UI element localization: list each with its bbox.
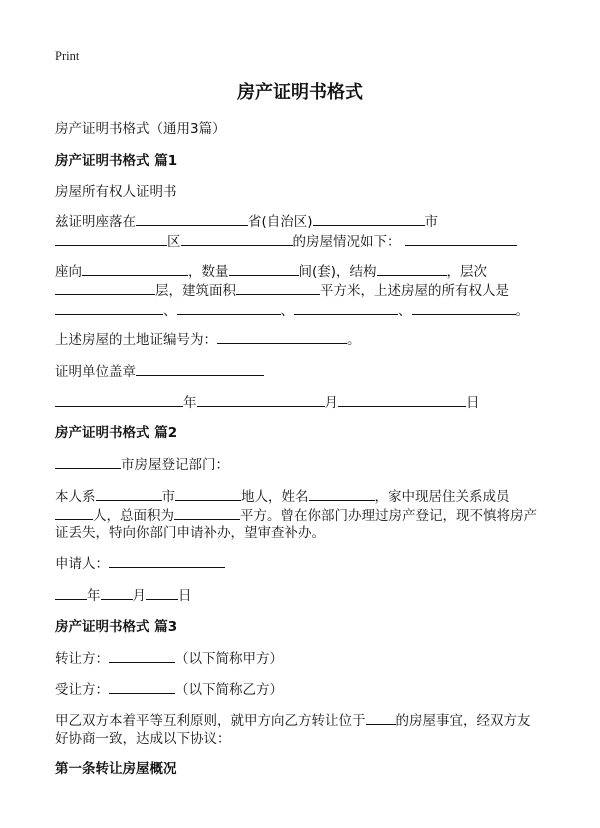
intro-line: 房产证明书格式（通用3篇） (55, 121, 226, 137)
section1-subtitle: 房屋所有权人证明书 (55, 184, 177, 200)
text: 、 (163, 303, 177, 319)
fill-blank[interactable] (309, 486, 375, 501)
text: 市 (161, 489, 175, 505)
fill-blank[interactable] (236, 280, 320, 295)
section1-line5 (55, 300, 529, 321)
text: 的房屋事宜，经双方友 (395, 713, 531, 729)
section1-date-line (55, 392, 480, 413)
fill-blank[interactable] (294, 300, 398, 315)
fill-blank[interactable] (313, 211, 425, 226)
text: 月 (132, 588, 146, 604)
text: 申请人： (55, 556, 109, 572)
fill-blank[interactable] (55, 300, 163, 315)
text: 日 (466, 395, 480, 411)
section1-heading: 房产证明书格式 篇1 (55, 153, 178, 169)
fill-blank[interactable] (55, 585, 87, 600)
fill-blank[interactable] (175, 486, 241, 501)
print-link[interactable]: Print (55, 49, 80, 63)
fill-blank[interactable] (55, 280, 155, 295)
fill-blank[interactable] (366, 710, 396, 725)
fill-blank[interactable] (55, 231, 167, 246)
section3-transferor-line (55, 648, 283, 669)
text: 市 (424, 214, 439, 230)
text: 层，建筑面积 (155, 283, 236, 299)
fill-blank[interactable] (55, 454, 121, 469)
text: ，数量 (188, 264, 229, 280)
text: 间(套)，结构 (298, 264, 377, 280)
text: 转让方： (55, 651, 109, 667)
section3-transferee-line (55, 679, 283, 700)
text: 上述房屋的土地证编号为： (55, 332, 217, 348)
section1-line1 (55, 211, 438, 232)
text: 甲乙双方本着平等互利原则，就甲方向乙方转让位于 (55, 713, 366, 729)
text: 。 (347, 332, 361, 348)
text: 平方。曾在你部门办理过房产登记，现不慎将房产 (240, 508, 537, 524)
fill-blank[interactable] (229, 261, 299, 276)
fill-blank[interactable] (217, 329, 347, 344)
text: 地人，姓名 (241, 489, 309, 505)
fill-blank[interactable] (55, 505, 93, 520)
text: 市房屋登记部门： (121, 457, 229, 473)
page-title: 房产证明书格式 (237, 82, 363, 103)
text: 人，总面积为 (93, 508, 174, 524)
fill-blank[interactable] (55, 392, 183, 407)
fill-blank[interactable] (109, 648, 175, 663)
text: 本人系 (55, 489, 96, 505)
section1-line4 (55, 280, 509, 301)
text: （以下简称甲方） (175, 651, 283, 667)
section2-date-line (55, 585, 192, 606)
section3-heading: 房产证明书格式 篇3 (55, 619, 178, 635)
fill-blank[interactable] (181, 231, 293, 246)
text: 座向 (55, 264, 82, 280)
section1-line3 (55, 261, 487, 282)
fill-blank[interactable] (96, 486, 162, 501)
text: 区 (167, 234, 181, 250)
text: ，家中现居住关系成员 (374, 489, 510, 505)
fill-blank[interactable] (377, 261, 447, 276)
fill-blank[interactable] (177, 300, 281, 315)
fill-blank[interactable] (82, 261, 188, 276)
text: 兹证明座落在 (55, 214, 136, 230)
section1-stamp-line (55, 361, 264, 382)
text: （以下简称乙方） (175, 682, 283, 698)
fill-blank[interactable] (109, 679, 175, 694)
fill-blank[interactable] (197, 392, 325, 407)
text: 受让方： (55, 682, 109, 698)
text: 年 (183, 395, 197, 411)
text: 平方米，上述房屋的所有权人是 (320, 283, 509, 299)
text: ，层次 (446, 264, 488, 280)
text: 年 (87, 588, 101, 604)
section2-para-line3: 证丢失，特向你部门申请补办，望审查补办。 (55, 525, 325, 541)
text: 日 (178, 588, 192, 604)
text: 、 (280, 303, 294, 319)
text: 。 (515, 303, 529, 319)
fill-blank[interactable] (405, 231, 517, 246)
section1-line2 (55, 231, 517, 252)
text: 省(自治区) (248, 214, 313, 230)
section2-heading: 房产证明书格式 篇2 (55, 425, 178, 441)
section3-para-line1 (55, 710, 531, 731)
fill-blank[interactable] (174, 505, 240, 520)
fill-blank[interactable] (101, 585, 133, 600)
fill-blank[interactable] (109, 553, 225, 568)
text: 、 (398, 303, 412, 319)
section2-dept-line (55, 454, 229, 475)
fill-blank[interactable] (338, 392, 466, 407)
text: 的房屋情况如下： (292, 234, 401, 250)
fill-blank[interactable] (412, 300, 516, 315)
section2-para-line1 (55, 486, 510, 507)
text: 月 (324, 395, 338, 411)
text: 证明单位盖章 (55, 364, 136, 380)
fill-blank[interactable] (146, 585, 178, 600)
section2-applicant-line (55, 553, 225, 574)
fill-blank[interactable] (136, 361, 264, 376)
section3-para-line2: 好协商一致，达成以下协议： (55, 731, 231, 747)
fill-blank[interactable] (136, 211, 248, 226)
section1-land-line (55, 329, 361, 350)
section3-article-heading: 第一条转让房屋概况 (55, 761, 177, 777)
